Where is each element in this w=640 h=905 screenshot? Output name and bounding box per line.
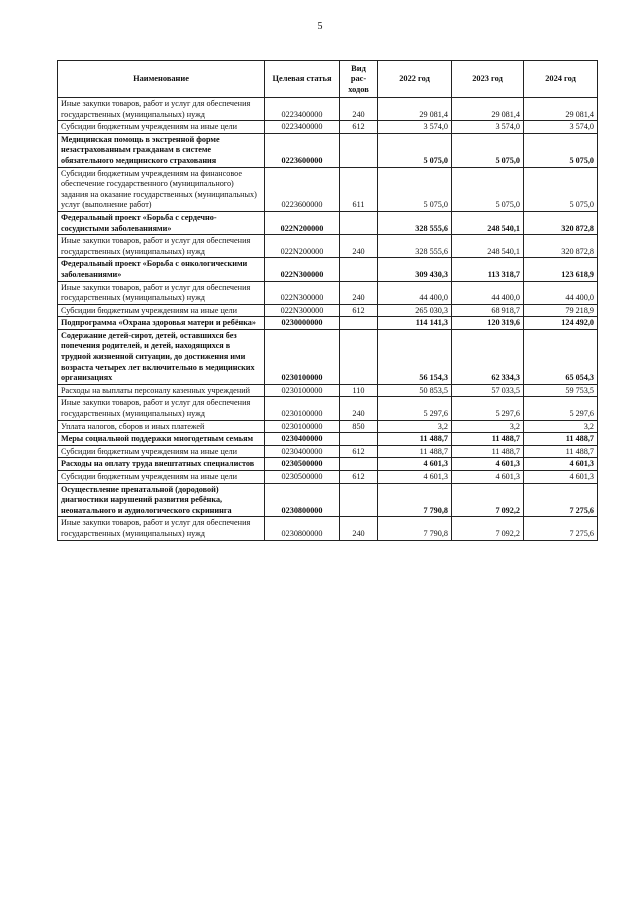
row-value-2024: 3 574,0 [524, 121, 598, 134]
header-target-article: Целевая статья [265, 61, 340, 98]
table-row [58, 433, 598, 446]
row-value-2022: 4 601,3 [378, 458, 452, 471]
row-target-article: 0223400000 [265, 121, 340, 134]
table-row [58, 471, 598, 484]
row-value-2022: 56 154,3 [378, 329, 452, 384]
row-target-article: 022N300000 [265, 281, 340, 304]
row-target-article: 0223600000 [265, 167, 340, 211]
row-name: Федеральный проект «Борьба с онкологическими заболеваниями» [58, 258, 265, 281]
row-target-article: 0230100000 [265, 384, 340, 397]
row-value-2024: 7 275,6 [524, 483, 598, 517]
row-value-2024: 11 488,7 [524, 445, 598, 458]
row-expense-type: 240 [340, 98, 378, 121]
row-expense-type [340, 317, 378, 330]
row-expense-type [340, 458, 378, 471]
row-expense-type: 240 [340, 517, 378, 540]
row-expense-type: 240 [340, 281, 378, 304]
row-target-article: 022N200000 [265, 235, 340, 258]
row-value-2023: 113 318,7 [452, 258, 524, 281]
row-expense-type: 612 [340, 445, 378, 458]
row-value-2022: 50 853,5 [378, 384, 452, 397]
table-row [58, 121, 598, 134]
row-value-2023: 5 297,6 [452, 397, 524, 420]
row-target-article: 0230500000 [265, 471, 340, 484]
row-value-2023: 4 601,3 [452, 458, 524, 471]
row-value-2024: 5 075,0 [524, 133, 598, 167]
row-name: Иные закупки товаров, работ и услуг для обеспечения государственных (муниципальных) нужд [58, 281, 265, 304]
row-name: Осуществление пренатальной (дородовой) диагностики нарушений развития ребёнка, неонатального и аудиологического скрининга [58, 483, 265, 517]
row-value-2023: 4 601,3 [452, 471, 524, 484]
row-value-2022: 328 555,6 [378, 211, 452, 234]
row-value-2022: 11 488,7 [378, 445, 452, 458]
row-target-article: 0230500000 [265, 458, 340, 471]
row-value-2023: 5 075,0 [452, 133, 524, 167]
table-row [58, 384, 598, 397]
table-row [58, 483, 598, 517]
row-value-2022: 3 574,0 [378, 121, 452, 134]
row-expense-type [340, 211, 378, 234]
row-value-2022: 7 790,8 [378, 483, 452, 517]
row-value-2024: 65 054,3 [524, 329, 598, 384]
row-value-2022: 309 430,3 [378, 258, 452, 281]
row-value-2022: 328 555,6 [378, 235, 452, 258]
table-row [58, 98, 598, 121]
row-value-2023: 62 334,3 [452, 329, 524, 384]
row-name: Содержание детей-сирот, детей, оставшихся без попечения родителей, и детей, находящихся в трудной жизненной ситуации, до достижения ими возраста четырех лет включительно в медицинских организациях [58, 329, 265, 384]
row-expense-type: 850 [340, 420, 378, 433]
header-name: Наименование [58, 61, 265, 98]
row-value-2024: 320 872,8 [524, 235, 598, 258]
row-value-2023: 7 092,2 [452, 517, 524, 540]
table-row [58, 317, 598, 330]
row-value-2023: 120 319,6 [452, 317, 524, 330]
row-value-2023: 7 092,2 [452, 483, 524, 517]
table-row [58, 517, 598, 540]
row-expense-type: 110 [340, 384, 378, 397]
row-value-2024: 124 492,0 [524, 317, 598, 330]
row-name: Федеральный проект «Борьба с сердечно-сосудистыми заболеваниями» [58, 211, 265, 234]
row-name: Расходы на оплату труда внештатных специалистов [58, 458, 265, 471]
row-target-article: 0223400000 [265, 98, 340, 121]
row-expense-type [340, 433, 378, 446]
row-expense-type: 612 [340, 304, 378, 317]
row-value-2022: 4 601,3 [378, 471, 452, 484]
row-name: Иные закупки товаров, работ и услуг для обеспечения государственных (муниципальных) нужд [58, 235, 265, 258]
row-value-2022: 3,2 [378, 420, 452, 433]
row-name: Субсидии бюджетным учреждениям на иные цели [58, 304, 265, 317]
row-value-2022: 11 488,7 [378, 433, 452, 446]
row-value-2024: 320 872,8 [524, 211, 598, 234]
table-row [58, 420, 598, 433]
row-target-article: 022N300000 [265, 304, 340, 317]
row-value-2022: 114 141,3 [378, 317, 452, 330]
row-name: Субсидии бюджетным учреждениям на финансовое обеспечение государственного (муниципального) задания на оказание государственных (муниципальных) услуг (выполнение работ) [58, 167, 265, 211]
row-value-2022: 44 400,0 [378, 281, 452, 304]
header-expense-type: Вид рас-ходов [340, 61, 378, 98]
row-target-article: 022N200000 [265, 211, 340, 234]
row-name: Иные закупки товаров, работ и услуг для обеспечения государственных (муниципальных) нужд [58, 397, 265, 420]
row-name: Меры социальной поддержки многодетным семьям [58, 433, 265, 446]
table-row [58, 397, 598, 420]
row-expense-type: 240 [340, 235, 378, 258]
table-row [58, 329, 598, 384]
table-row [58, 304, 598, 317]
row-value-2023: 3 574,0 [452, 121, 524, 134]
budget-table [57, 60, 598, 541]
row-value-2023: 68 918,7 [452, 304, 524, 317]
table-row [58, 235, 598, 258]
header-year-2024: 2024 год [524, 61, 598, 98]
row-expense-type: 612 [340, 121, 378, 134]
table-header-row [58, 61, 598, 98]
table-row [58, 458, 598, 471]
row-value-2022: 7 790,8 [378, 517, 452, 540]
row-expense-type [340, 483, 378, 517]
row-expense-type [340, 329, 378, 384]
row-value-2024: 5 075,0 [524, 167, 598, 211]
row-name: Подпрограмма «Охрана здоровья матери и ребёнка» [58, 317, 265, 330]
row-value-2024: 3,2 [524, 420, 598, 433]
table-body [58, 98, 598, 541]
row-expense-type: 240 [340, 397, 378, 420]
row-target-article: 0230100000 [265, 397, 340, 420]
table-row [58, 133, 598, 167]
row-target-article: 0230400000 [265, 433, 340, 446]
row-value-2022: 5 075,0 [378, 167, 452, 211]
row-target-article: 0230400000 [265, 445, 340, 458]
row-name: Расходы на выплаты персоналу казенных учреждений [58, 384, 265, 397]
table-row [58, 281, 598, 304]
row-target-article: 0230800000 [265, 483, 340, 517]
row-name: Уплата налогов, сборов и иных платежей [58, 420, 265, 433]
row-expense-type [340, 133, 378, 167]
row-name: Субсидии бюджетным учреждениям на иные цели [58, 121, 265, 134]
row-name: Иные закупки товаров, работ и услуг для обеспечения государственных (муниципальных) нужд [58, 98, 265, 121]
table-row [58, 258, 598, 281]
row-name: Иные закупки товаров, работ и услуг для обеспечения государственных (муниципальных) нужд [58, 517, 265, 540]
row-expense-type: 612 [340, 471, 378, 484]
row-target-article: 0230000000 [265, 317, 340, 330]
page-number: 5 [317, 21, 323, 32]
row-value-2024: 7 275,6 [524, 517, 598, 540]
row-target-article: 0230800000 [265, 517, 340, 540]
row-value-2023: 11 488,7 [452, 445, 524, 458]
row-target-article: 0223600000 [265, 133, 340, 167]
row-value-2023: 11 488,7 [452, 433, 524, 446]
row-value-2023: 248 540,1 [452, 235, 524, 258]
row-expense-type: 611 [340, 167, 378, 211]
row-value-2024: 59 753,5 [524, 384, 598, 397]
row-value-2023: 29 081,4 [452, 98, 524, 121]
row-value-2023: 3,2 [452, 420, 524, 433]
row-value-2023: 44 400,0 [452, 281, 524, 304]
row-value-2022: 265 030,3 [378, 304, 452, 317]
row-value-2024: 123 618,9 [524, 258, 598, 281]
row-value-2022: 5 297,6 [378, 397, 452, 420]
row-expense-type [340, 258, 378, 281]
row-name: Субсидии бюджетным учреждениям на иные цели [58, 471, 265, 484]
header-year-2023: 2023 год [452, 61, 524, 98]
row-target-article: 0230100000 [265, 329, 340, 384]
row-value-2023: 248 540,1 [452, 211, 524, 234]
row-value-2024: 4 601,3 [524, 458, 598, 471]
row-value-2024: 44 400,0 [524, 281, 598, 304]
row-value-2022: 5 075,0 [378, 133, 452, 167]
row-name: Субсидии бюджетным учреждениям на иные цели [58, 445, 265, 458]
table-row [58, 167, 598, 211]
row-name: Медицинская помощь в экстренной форме незастрахованным гражданам в системе обязательного медицинского страхования [58, 133, 265, 167]
row-value-2024: 79 218,9 [524, 304, 598, 317]
row-value-2024: 11 488,7 [524, 433, 598, 446]
row-value-2022: 29 081,4 [378, 98, 452, 121]
table-row [58, 445, 598, 458]
row-target-article: 0230100000 [265, 420, 340, 433]
header-year-2022: 2022 год [378, 61, 452, 98]
row-value-2024: 29 081,4 [524, 98, 598, 121]
row-value-2023: 57 033,5 [452, 384, 524, 397]
table-row [58, 211, 598, 234]
row-value-2023: 5 075,0 [452, 167, 524, 211]
row-value-2024: 4 601,3 [524, 471, 598, 484]
row-target-article: 022N300000 [265, 258, 340, 281]
row-value-2024: 5 297,6 [524, 397, 598, 420]
